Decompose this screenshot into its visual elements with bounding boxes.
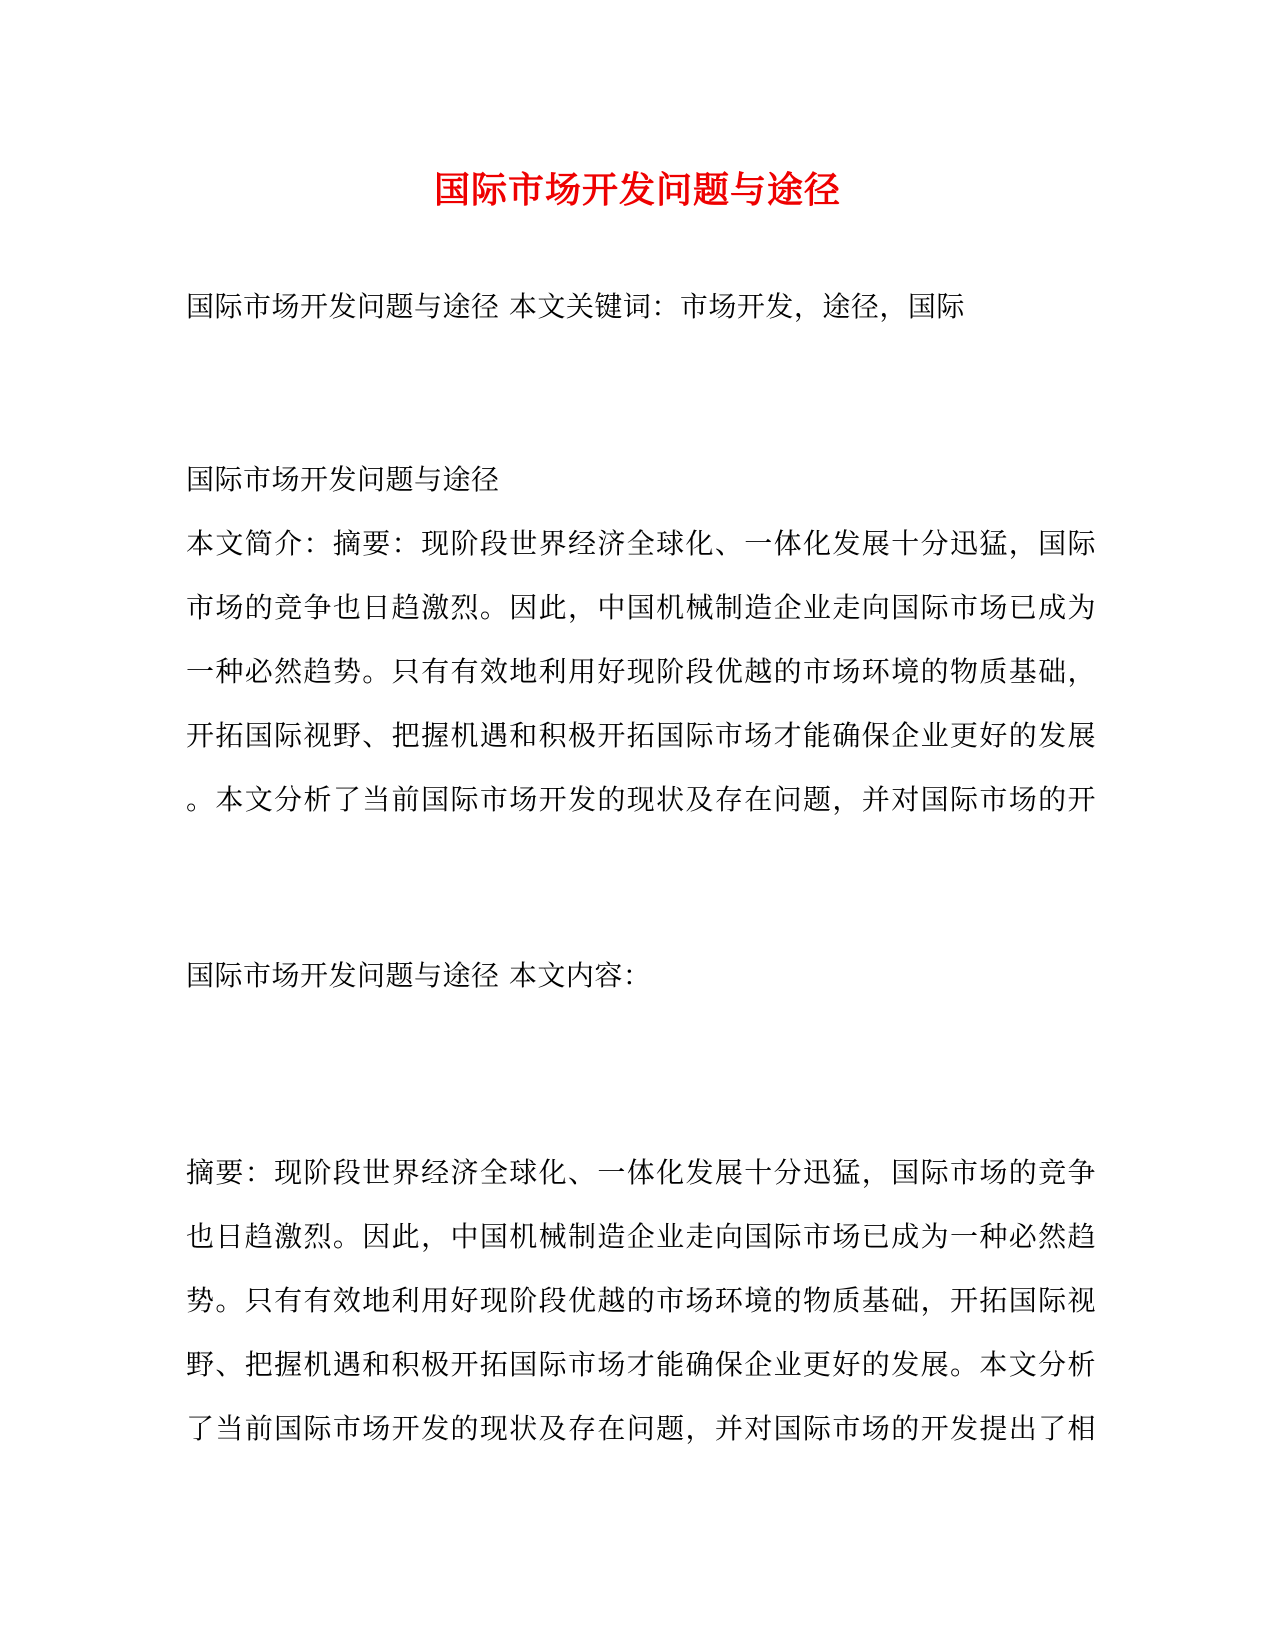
abstract-line: 了当前国际市场开发的现状及存在问题，并对国际市场的开发提出了相 <box>186 1412 1096 1445</box>
keyword-line: 国际市场开发问题与途径 本文关键词：市场开发，途径，国际 <box>186 290 965 323</box>
content-heading: 国际市场开发问题与途径 本文内容： <box>186 959 652 992</box>
abstract-line: 野、把握机遇和积极开拓国际市场才能确保企业更好的发展。本文分析 <box>186 1348 1096 1381</box>
abstract-line: 势。只有有效地利用好现阶段优越的市场环境的物质基础，开拓国际视 <box>186 1284 1096 1317</box>
section-heading: 国际市场开发问题与途径 <box>186 463 500 496</box>
intro-line: 一种必然趋势。只有有效地利用好现阶段优越的市场环境的物质基础， <box>186 655 1096 688</box>
abstract-line: 也日趋激烈。因此，中国机械制造企业走向国际市场已成为一种必然趋 <box>186 1220 1096 1253</box>
intro-line: 本文简介：摘要：现阶段世界经济全球化、一体化发展十分迅猛，国际 <box>186 527 1096 560</box>
intro-line: 。本文分析了当前国际市场开发的现状及存在问题，并对国际市场的开 <box>186 783 1096 816</box>
intro-line: 开拓国际视野、把握机遇和积极开拓国际市场才能确保企业更好的发展 <box>186 719 1096 752</box>
abstract-line: 摘要：现阶段世界经济全球化、一体化发展十分迅猛，国际市场的竞争 <box>186 1156 1096 1189</box>
document-title: 国际市场开发问题与途径 <box>433 169 841 211</box>
intro-line: 市场的竞争也日趋激烈。因此，中国机械制造企业走向国际市场已成为 <box>186 591 1096 624</box>
